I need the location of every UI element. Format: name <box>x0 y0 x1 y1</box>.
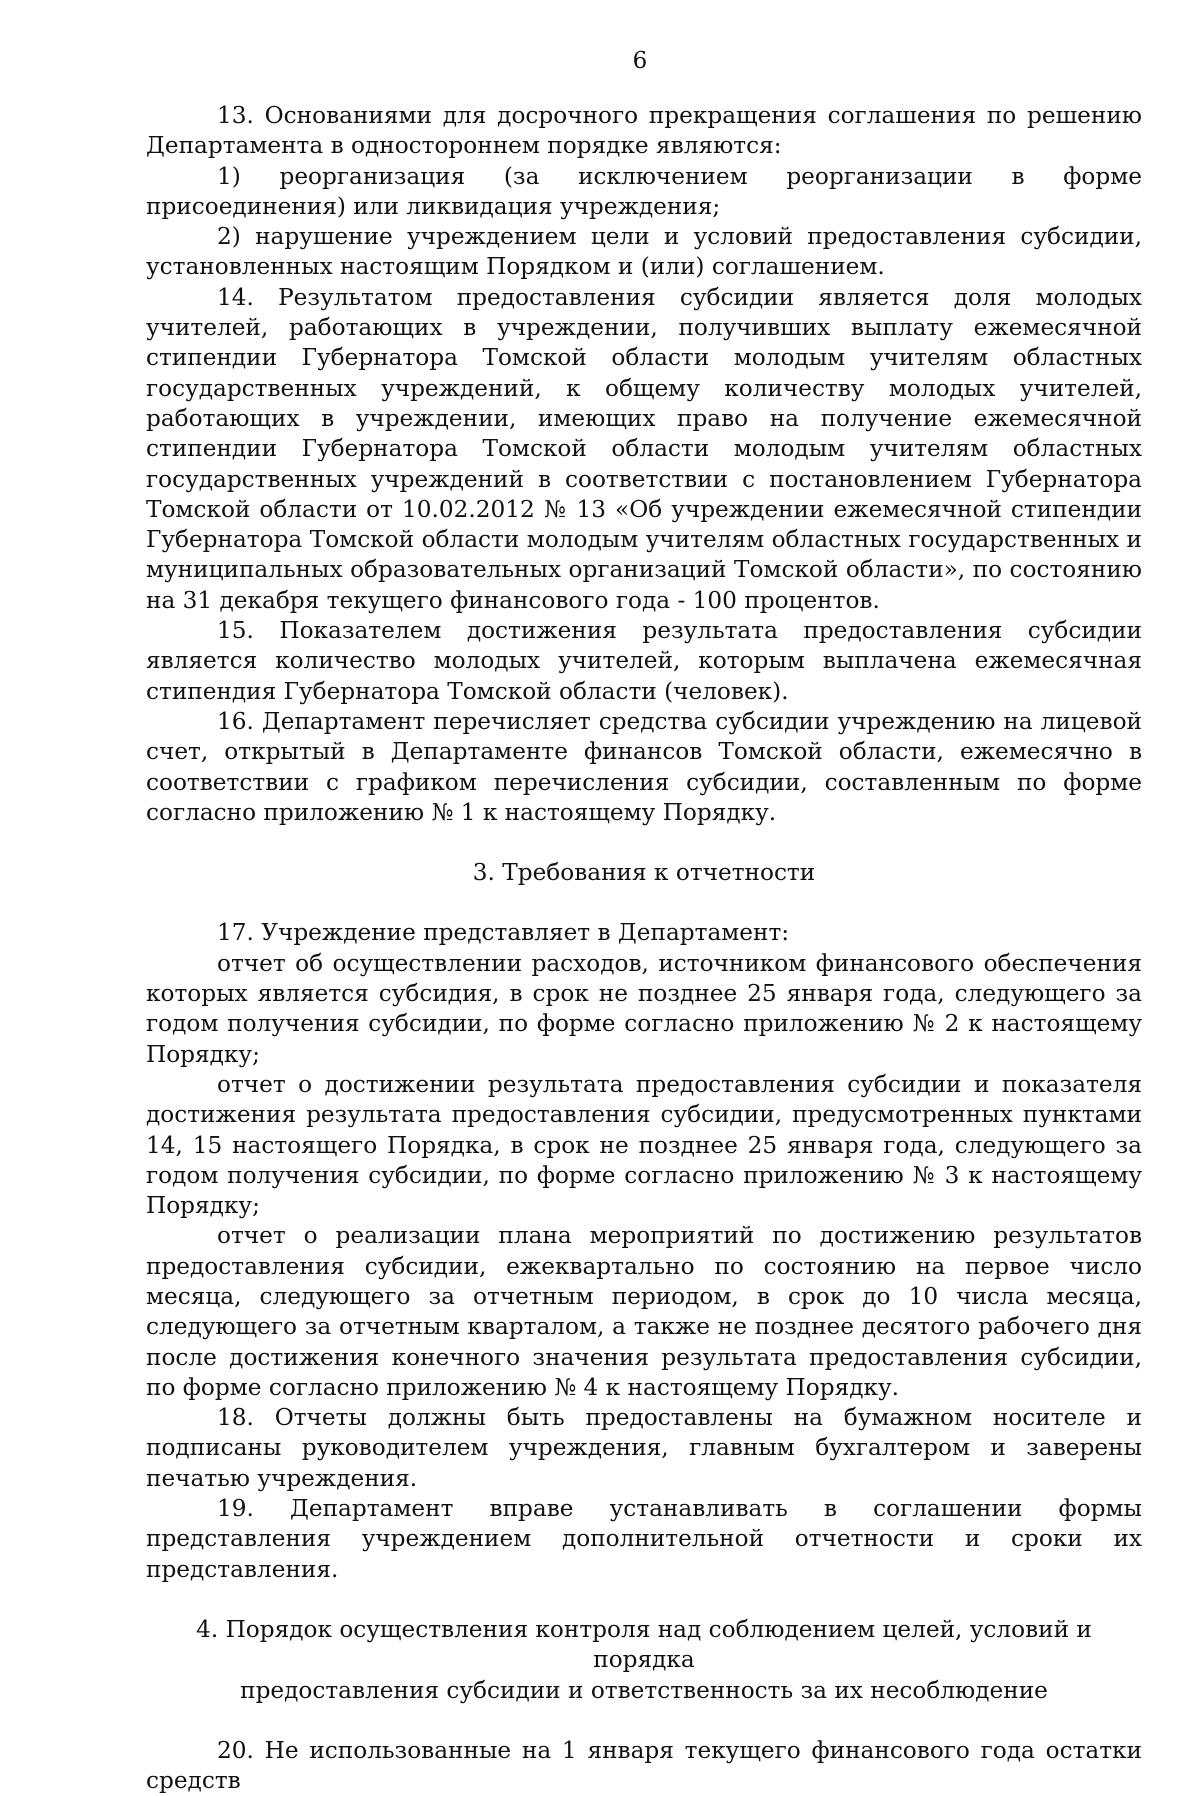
paragraph-17: 17. Учреждение представляет в Департамент: <box>217 919 790 947</box>
paragraph-13-item-2: 2) нарушение учреждением цели и условий предоставления субсидии, установленных настоящим Порядком и (или) соглашением. <box>146 223 1142 281</box>
section-4-heading-line-2: предоставления субсидии и ответственность за их несоблюдение <box>240 1676 1048 1704</box>
paragraph-17-report-expenses: отчет об осуществлении расходов, источником финансового обеспечения которых является субсидия, в срок не позднее 25 января года, следующего за годом получения субсидии, по форме согласно приложению № 2 к настоящему Порядку; <box>146 949 1142 1068</box>
spacer <box>146 828 1142 858</box>
page-number: 6 <box>632 48 648 74</box>
document-body <box>146 101 1142 1796</box>
paragraph-13: 13. Основаниями для досрочного прекращения соглашения по решению Департамента в одностороннем порядке являются: <box>146 102 1142 160</box>
paragraph-17-report-plan: отчет о реализации плана мероприятий по достижению результатов предоставления субсидии, ежеквартально по состоянию на первое число месяца, следующего за отчетным периодом, в срок до 10 числа месяца, следующего за отчетным кварталом, а также не позднее десятого рабочего дня после достижения конечного значения результата предоставления субсидии, по форме согласно приложению № 4 к настоящему Порядку. <box>146 1222 1142 1401</box>
section-3-heading: 3. Требования к отчетности <box>472 859 816 887</box>
section-4-heading-line-1: 4. Порядок осуществления контроля над соблюдением целей, условий и порядка <box>196 1615 1092 1674</box>
paragraph-13-item-1: 1) реорганизация (за исключением реорганизации в форме присоединения) или ликвидация учреждения; <box>146 162 1142 220</box>
paragraph-15: 15. Показателем достижения результата предоставления субсидии является количество молодых учителей, которым выплачена ежемесячная стипендия Губернатора Томской области (человек). <box>146 617 1142 705</box>
paragraph-19: 19. Департамент вправе устанавливать в соглашении формы представления учреждением дополнительной отчетности и сроки их представления. <box>146 1495 1142 1583</box>
paragraph-16: 16. Департамент перечисляет средства субсидии учреждению на лицевой счет, открытый в Департаменте финансов Томской области, ежемесячно в соответствии с графиком перечисления субсидии, составленным по форме согласно приложению № 1 к настоящему Порядку. <box>146 707 1142 826</box>
paragraph-18: 18. Отчеты должны быть предоставлены на бумажном носителе и подписаны руководителем учреждения, главным бухгалтером и заверены печатью учреждения. <box>146 1404 1142 1492</box>
spacer <box>146 888 1142 918</box>
paragraph-14: 14. Результатом предоставления субсидии является доля молодых учителей, работающих в учреждении, получивших выплату ежемесячной стипендии Губернатора Томской области молодым учителям областных государственных учреждений, к общему количеству молодых учителей, работающих в учреждении, имеющих право на получение ежемесячной стипендии Губернатора Томской области молодым учителям областных государственных учреждений в соответствии с постановлением Губернатора Томской области от 10.02.2012 № 13 «Об учреждении ежемесячной стипендии Губернатора Томской области молодым учителям областных государственных и муниципальных образовательных организаций Томской области», по состоянию на 31 декабря текущего финансового года - 100 процентов. <box>146 283 1142 614</box>
spacer <box>146 1585 1142 1615</box>
spacer <box>146 1706 1142 1736</box>
paragraph-17-report-result: отчет о достижении результата предоставления субсидии и показателя достижения результата предоставления субсидии, предусмотренных пунктами 14, 15 настоящего Порядка, в срок не позднее 25 января года, следующего за годом получения субсидии, по форме согласно приложению № 3 к настоящему Порядку; <box>146 1070 1142 1220</box>
paragraph-20: 20. Не использованные на 1 января текущего финансового года остатки средств <box>146 1736 1142 1795</box>
